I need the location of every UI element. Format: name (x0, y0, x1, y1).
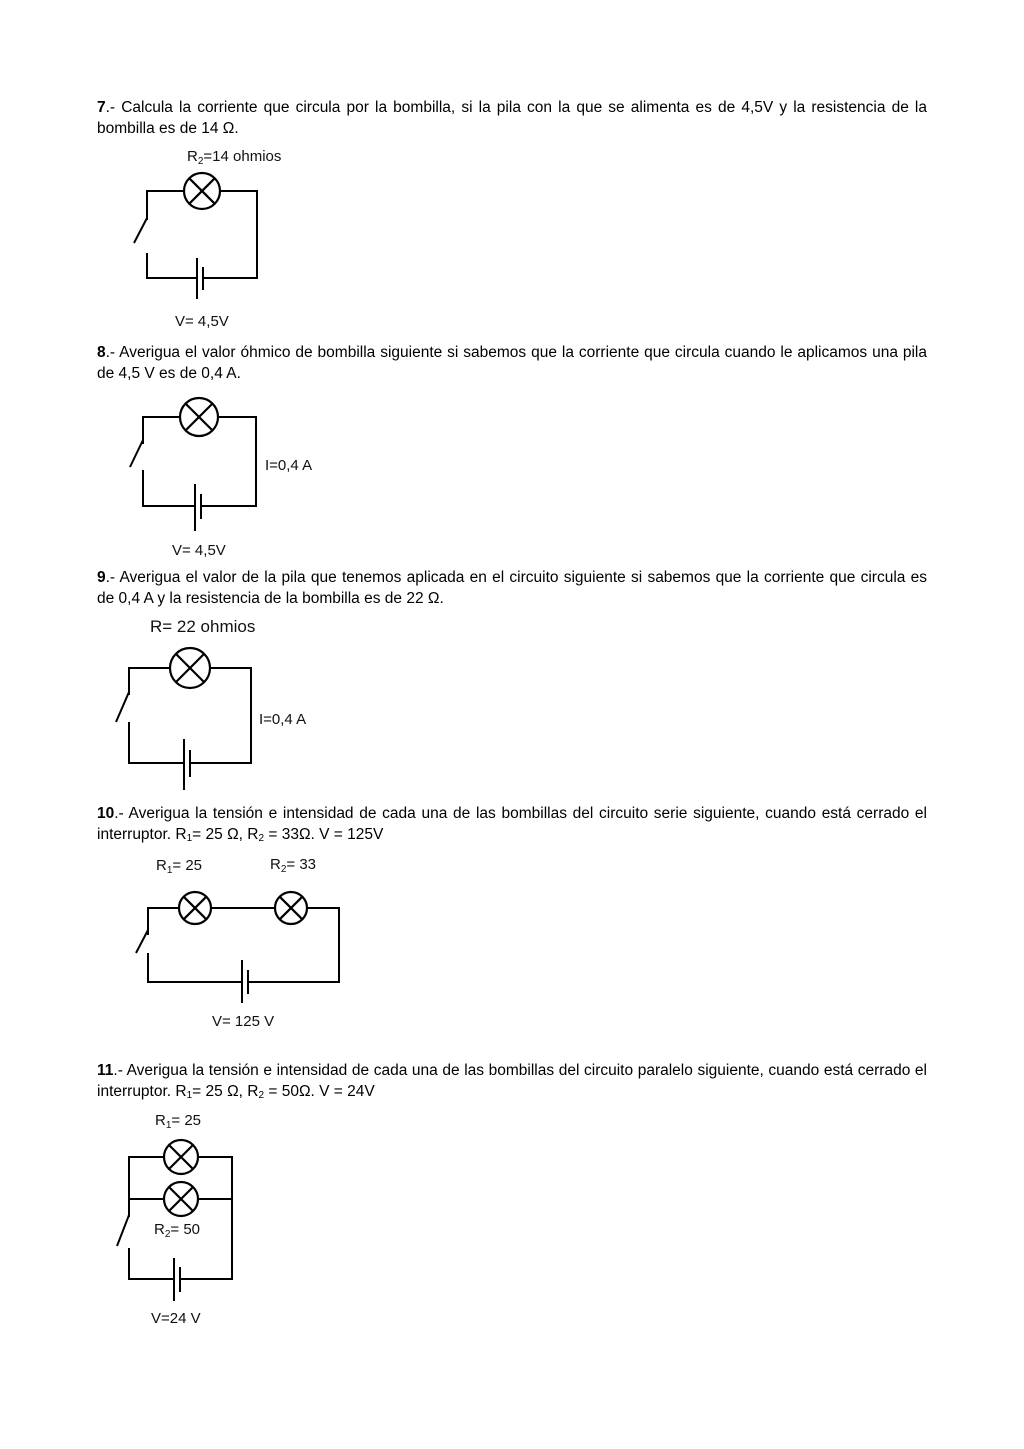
problem-number: 11 (97, 1062, 114, 1079)
switch (136, 930, 148, 953)
problem-number: 9 (97, 569, 106, 586)
voltage-label: V= 4,5V (172, 542, 226, 559)
circuit-9 (116, 617, 306, 790)
circuit-7 (134, 148, 281, 330)
voltage-label: V=24 V (151, 1310, 201, 1327)
r2-label: $R_2= 33$ (270, 856, 317, 875)
lamp-icon-r1 (179, 892, 211, 924)
problem-11-text: 11.- Averigua la tensión e intensidad de cada una de las bombillas del circuito paralelo siguiente, cuando está cerrado el interruptor. $R_1= 25$ Ω, $R_2 = 50\Omega$. V = 24V (97, 1062, 927, 1101)
voltage-label: V= 4,5V (175, 313, 229, 330)
switch (134, 218, 147, 243)
lamp-icon-r2 (275, 892, 307, 924)
lamp-icon-r1 (164, 1140, 198, 1174)
lamp-icon-r2 (164, 1182, 198, 1216)
switch (116, 692, 129, 722)
r1-label: $R_1= 25$ (155, 1112, 202, 1131)
problem-number: 8 (97, 344, 106, 361)
current-label: I=0,4 A (265, 457, 313, 474)
problem-statement: .- Averigua el valor de la pila que tenemos aplicada en el circuito siguiente si sabemos que la corriente que circula es de 0,4 A y la resistencia de la bombilla es de 22 Ω. (97, 569, 927, 607)
problem-statement: .- Averigua el valor óhmico de bombilla siguiente si sabemos que la corriente que circula cuando le aplicamos una pila de 4,5 V es de 0,4 A. (97, 344, 927, 382)
resistor-label: $R_2=14$ ohmios (187, 148, 282, 167)
current-label: I=0,4 A (259, 711, 307, 728)
r1-label: $R_1= 25$ (156, 857, 203, 876)
problem-statement-c: = 50Ω. V = 24V (264, 1083, 375, 1100)
lamp-icon (170, 648, 210, 688)
switch (117, 1215, 129, 1246)
problem-statement-b: = 25 Ω, R (192, 1083, 259, 1100)
r2-label: $R_2= 50$ (154, 1221, 201, 1240)
voltage-label: V= 125 V (212, 1013, 275, 1030)
problem-statement: .- Calcula la corriente que circula por la bombilla, si la pila con la que se alimenta es de 4,5V y la resistencia de la bombilla es de 14 Ω. (97, 99, 927, 137)
circuit-10 (136, 856, 339, 1030)
problem-statement-a: .- Averigua la tensión e intensidad de cada una de las bombillas del circuito serie siguiente, cuando está cerrado el interruptor. R (97, 805, 927, 843)
problem-number: 10 (97, 805, 115, 822)
problem-10-text: 10.- Averigua la tensión e intensidad de cada una de las bombillas del circuito serie siguiente, cuando está cerrado el interruptor. $R_1= 25$ Ω, $R_2 = 33\Omega$. V = 125V (97, 805, 927, 844)
lamp-icon (184, 173, 220, 209)
circuit-8 (130, 398, 312, 559)
problem-statement-c: = 33Ω. V = 125V (264, 826, 384, 843)
switch (130, 440, 143, 467)
problem-number: 7 (97, 99, 106, 116)
resistor-label: R= 22 ohmios (150, 617, 256, 636)
problem-statement-a: .- Averigua la tensión e intensidad de cada una de las bombillas del circuito paralelo siguiente, cuando está cerrado el interruptor. R (97, 1062, 927, 1100)
circuit-11 (117, 1112, 232, 1327)
problem-statement-b: = 25 Ω, R (192, 826, 259, 843)
lamp-icon (180, 398, 218, 436)
